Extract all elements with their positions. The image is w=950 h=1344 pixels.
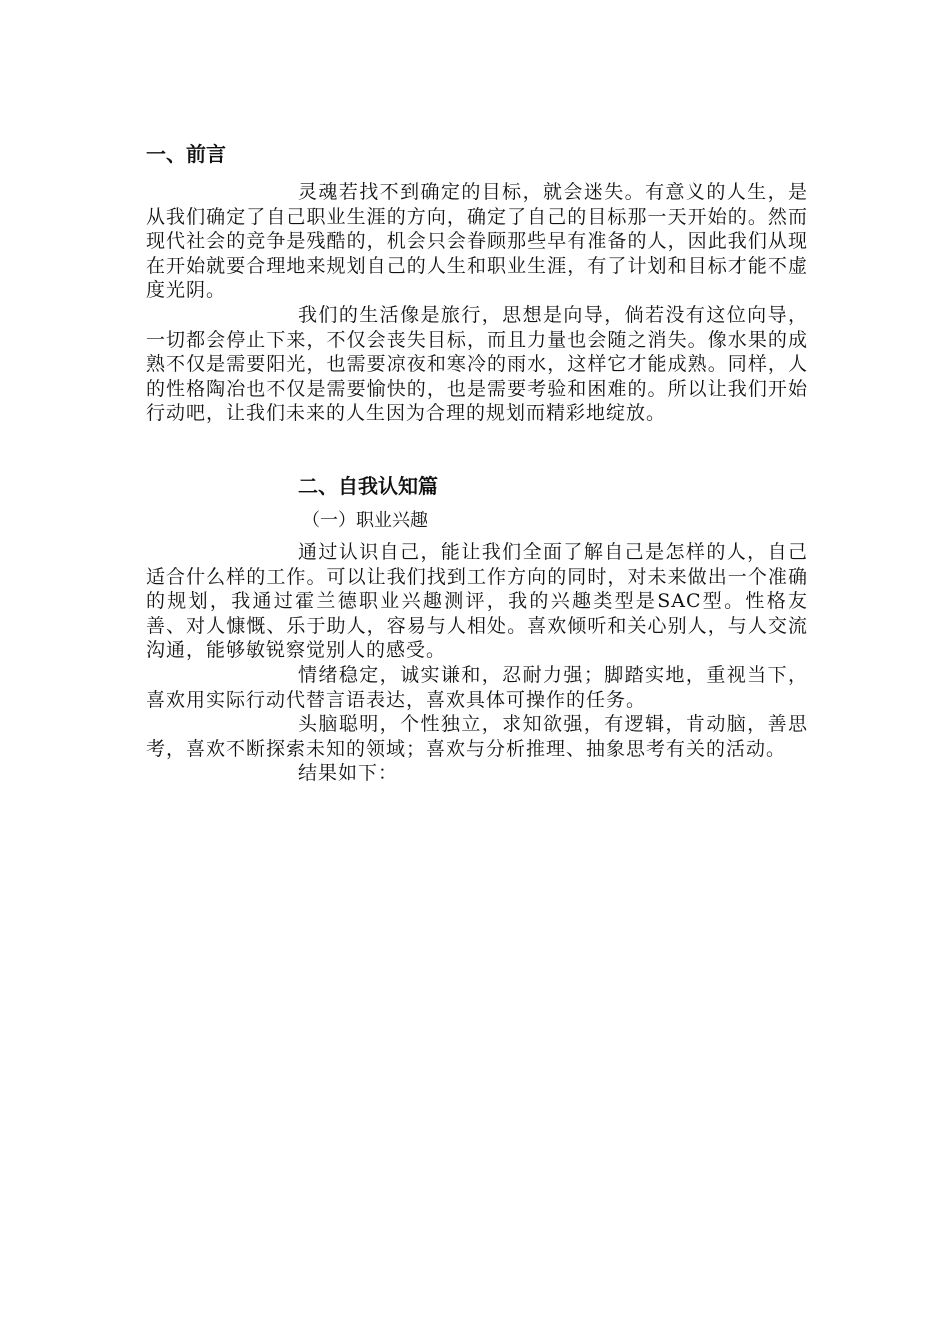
document-body bbox=[146, 140, 808, 786]
results-intro: 结果如下： bbox=[298, 762, 399, 785]
interest-paragraph-2: 情绪稳定，诚实谦和，忍耐力强；脚踏实地，重视当下，喜欢用实际行动代替言语表达，喜欢具体可操作的任务。 bbox=[146, 663, 808, 711]
section-heading-self-awareness: 二、自我认知篇 bbox=[298, 473, 438, 498]
preface-paragraph-1: 灵魂若找不到确定的目标，就会迷失。有意义的人生，是从我们确定了自己职业生涯的方向，确定了自己的目标那一天开始的。然而现代社会的竞争是残酷的，机会只会眷顾那些早有准备的人，因此我们从现在开始就要合理地来规划自己的人生和职业生涯，有了计划和目标才能不虚度光阴。 bbox=[146, 181, 808, 302]
section-heading-preface: 一、前言 bbox=[146, 142, 226, 166]
interest-paragraph-3: 头脑聪明，个性独立，求知欲强，有逻辑，肯动脑，善思考，喜欢不断探索未知的领域；喜欢与分析推理、抽象思考有关的活动。 bbox=[146, 713, 808, 760]
preface-paragraph-2: 我们的生活像是旅行，思想是向导，倘若没有这位向导，一切都会停止下来，不仅会丧失目标，而且力量也会随之消失。像水果的成熟不仅是需要阳光，也需要凉夜和寒冷的雨水，这样它才能成熟。同样，人的性格陶冶也不仅是需要愉快的，也是需要考验和困难的。所以让我们开始行动吧，让我们未来的人生因为合理的规划而精彩地绽放。 bbox=[146, 303, 808, 425]
interest-paragraph-1: 通过认识自己，能让我们全面了解自己是怎样的人，自己适合什么样的工作。可以让我们找到工作方向的同时，对未来做出一个准确的规划，我通过霍兰德职业兴趣测评，我的兴趣类型是SAC型。性格友善、对人慷慨、乐于助人，容易与人相处。喜欢倾听和关心别人，与人交流沟通，能够敏锐察觉别人的感受。 bbox=[146, 540, 808, 662]
subsection-heading-career-interest: （一）职业兴趣 bbox=[302, 509, 428, 531]
